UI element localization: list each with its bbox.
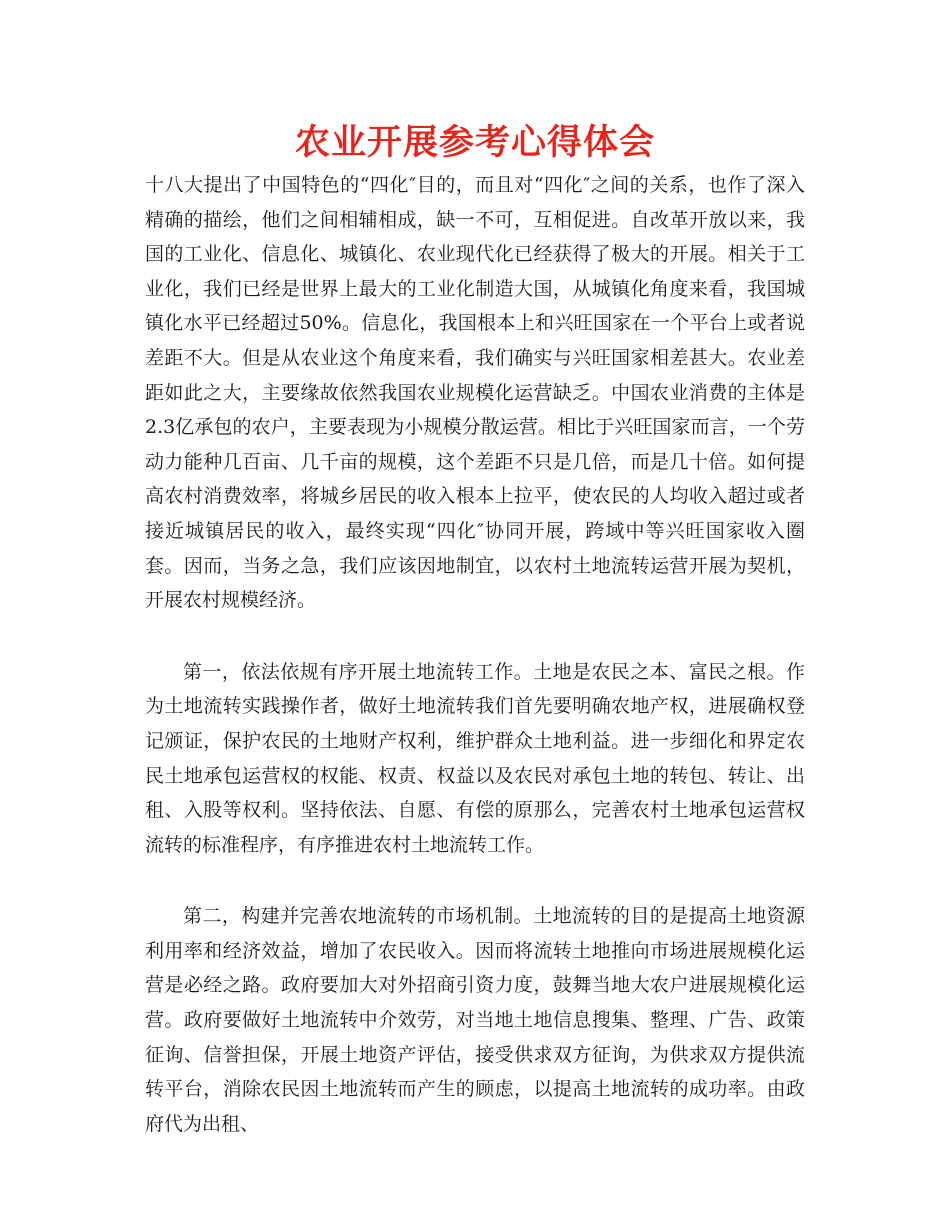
paragraph-intro: 十八大提出了中国特色的“四化″目的，而且对“四化″之间的关系，也作了深入精确的描绘，他们之间相辅相成，缺一不可，互相促进。自改革开放以来，我国的工业化、信息化、城镇化、农业现代化已经获得了极大的开展。相关于工业化，我们已经是世界上最大的工业化制造大国，从城镇化角度来看，我国城镇化水平已经超过50%。信息化，我国根本上和兴旺国家在一个平台上或者说差距不大。但是从农业这个角度来看，我们确实与兴旺国家相差甚大。农业差距如此之大，主要缘故依然我国农业规模化运营缺乏。中国农业消费的主体是2.3亿承包的农户，主要表现为小规模分散运营。相比于兴旺国家而言，一个劳动力能种几百亩、几千亩的规模，这个差距不只是几倍，而是几十倍。如何提高农村消费效率，将城乡居民的收入根本上拉平，使农民的人均收入超过或者接近城镇居民的收入，最终实现“四化″协同开展，跨域中等兴旺国家收入圈套。因而，当务之急，我们应该因地制宜，以农村土地流转运营开展为契机，开展农村规模经济。: [145, 174, 805, 612]
paragraph-first-point: 第一，依法依规有序开展土地流转工作。土地是农民之本、富民之根。作为土地流转实践操作者，做好土地流转我们首先要明确农地产权，进展确权登记颁证，保护农民的土地财产权利，维护群众土地利益。进一步细化和界定农民土地承包运营权的权能、权责、权益以及农民对承包土地的转包、转让、出租、入股等权利。坚持依法、自愿、有偿的原那么，完善农村土地承包运营权流转的标准程序，有序推进农村土地流转工作。: [145, 660, 805, 856]
document-title: 农业开展参考心得体会: [294, 123, 655, 163]
paragraph-gap: [145, 862, 805, 899]
paragraph-second-point: 第二，构建并完善农地流转的市场机制。土地流转的目的是提高土地资源利用率和经济效益，增加了农民收入。因而将流转土地推向市场进展规模化运营是必经之路。政府要加大对外招商引资力度，鼓舞当地大农户进展规模化运营。政府要做好土地流转中介效劳，对当地土地信息搜集、整理、广告、政策征询、信誉担保，开展土地资产评估，接受供求双方征询，为供求双方提供流转平台，消除农民因土地流转而产生的顾虑，以提高土地流转的成功率。由政府代为出租、: [145, 905, 805, 1135]
paragraph-gap: [145, 618, 805, 655]
document-page: [145, 118, 805, 1141]
